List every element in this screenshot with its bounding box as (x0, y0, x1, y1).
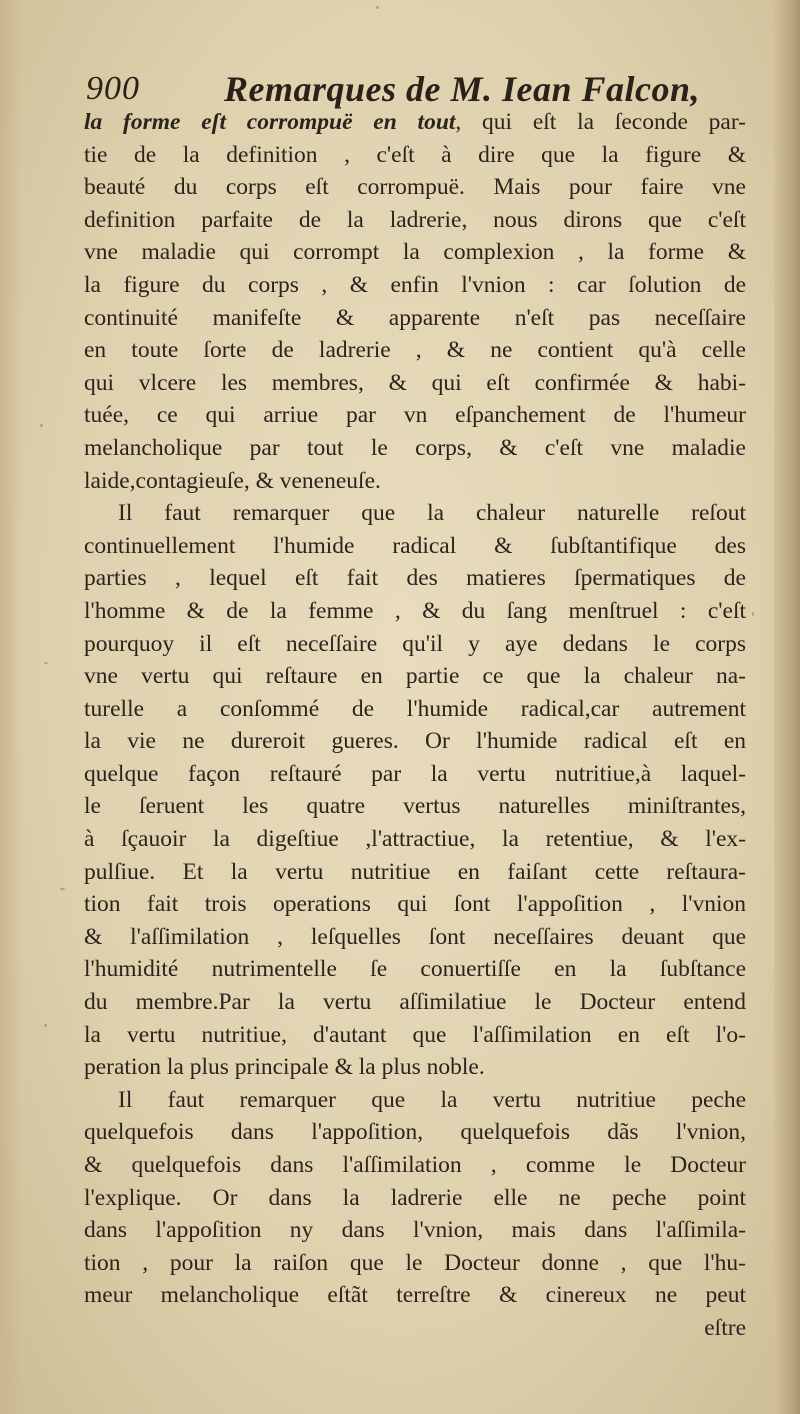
italic-lead: la forme eſt corrompuë en tout (84, 109, 456, 135)
paper-speck (44, 1024, 47, 1027)
page-number: 900 (86, 70, 140, 107)
text-line: le ſeruent les quatre vertus naturelles miniſtrantes, (84, 793, 746, 820)
text-line: continuellement l'humide radical & ſubſtantifique des (84, 532, 746, 559)
paper-speck (752, 612, 754, 616)
text-line: quelque façon reſtauré par la vertu nutritiue,à laquel- (84, 760, 746, 787)
text-line: vne vertu qui reſtaure en partie ce que la chaleur na- (84, 663, 746, 690)
text-line: & l'aſſimilation , leſquelles ſont neceſſaires deuant que (84, 923, 746, 950)
text-line: continuité manifeſte & apparente n'eſt pas neceſſaire (84, 304, 746, 331)
text-line: parties , lequel eſt fait des matieres ſpermatiques de (84, 565, 746, 592)
text-line: peration la plus principale & la plus noble. (84, 1054, 485, 1081)
text-line: tuée, ce qui arriue par vn eſpanchement de l'humeur (84, 402, 746, 429)
text-line: melancholique par tout le corps, & c'eſt vne maladie (84, 434, 746, 461)
binding-gutter (774, 0, 800, 1414)
body-text (84, 106, 746, 1345)
text-line: tie de la definition , c'eſt à dire que la figure & (84, 141, 746, 168)
text-line: beauté du corps eſt corrompuë. Mais pour faire vne (84, 174, 746, 201)
text-line: la figure du corps , & enfin l'vnion : car ſolution de (84, 271, 746, 298)
catchword: eſtre (704, 1314, 746, 1341)
text-line: Il faut remarquer que la vertu nutritiue peche (118, 1086, 746, 1113)
running-head: Remarques de M. Iean Falcon, (224, 69, 701, 109)
text-line: l'explique. Or dans la ladrerie elle ne peche point (84, 1184, 746, 1211)
text-line: en toute ſorte de ladrerie , & ne contient qu'à celle (84, 337, 746, 364)
paper-speck (60, 888, 65, 890)
text-line: tion , pour la raiſon que le Docteur donne , que l'hu- (84, 1249, 746, 1276)
text-line: dans l'appoſition ny dans l'vnion, mais dans l'aſſimila- (84, 1217, 746, 1244)
text-line: la forme eſt corrompuë en tout, qui eſt la ſeconde par- (84, 109, 746, 135)
text-line: turelle a conſommé de l'humide radical,car autrement (84, 695, 746, 722)
page-edge-shadow (0, 0, 22, 1414)
text-line: la vie ne dureroit gueres. Or l'humide radical eſt en (84, 728, 746, 755)
text-line: la vertu nutritiue, d'autant que l'aſſimilation en eſt l'o- (84, 1021, 746, 1048)
text-line: laide,contagieuſe, & veneneuſe. (84, 467, 381, 494)
text-line: à ſçauoir la digeſtiue ,l'attractiue, la retentiue, & l'ex- (84, 826, 746, 853)
text-line: Il faut remarquer que la chaleur naturelle reſout (118, 500, 746, 527)
text-line: quelquefois dans l'appoſition, quelquefois dãs l'vnion, (84, 1119, 746, 1146)
paper-speck (376, 6, 379, 9)
text-line: du membre.Par la vertu aſſimilatiue le Docteur entend (84, 989, 746, 1016)
text-line: definition parfaite de la ladrerie, nous dirons que c'eſt (84, 206, 746, 233)
paper-speck (40, 424, 43, 427)
text-line: qui vlcere les membres, & qui eſt confirmée & habi- (84, 369, 746, 396)
paper-speck (44, 662, 48, 664)
text-line: pourquoy il eſt neceſſaire qu'il y aye dedans le corps (84, 630, 746, 657)
text-line: l'homme & de la femme , & du ſang menſtruel : c'eſt (84, 597, 746, 624)
text-line: tion fait trois operations qui ſont l'appoſition , l'vnion (84, 891, 746, 918)
text-line: & quelquefois dans l'aſſimilation , comme le Docteur (84, 1152, 746, 1178)
text-line: pulſiue. Et la vertu nutritiue en faiſant cette reſtaura- (84, 858, 746, 885)
text-line: vne maladie qui corrompt la complexion , la forme & (84, 239, 746, 266)
text-line: l'humidité nutrimentelle ſe conuertiſſe en la ſubſtance (84, 956, 746, 983)
text-line: meur melancholique eſtãt terreſtre & cinereux ne peut (84, 1282, 746, 1309)
